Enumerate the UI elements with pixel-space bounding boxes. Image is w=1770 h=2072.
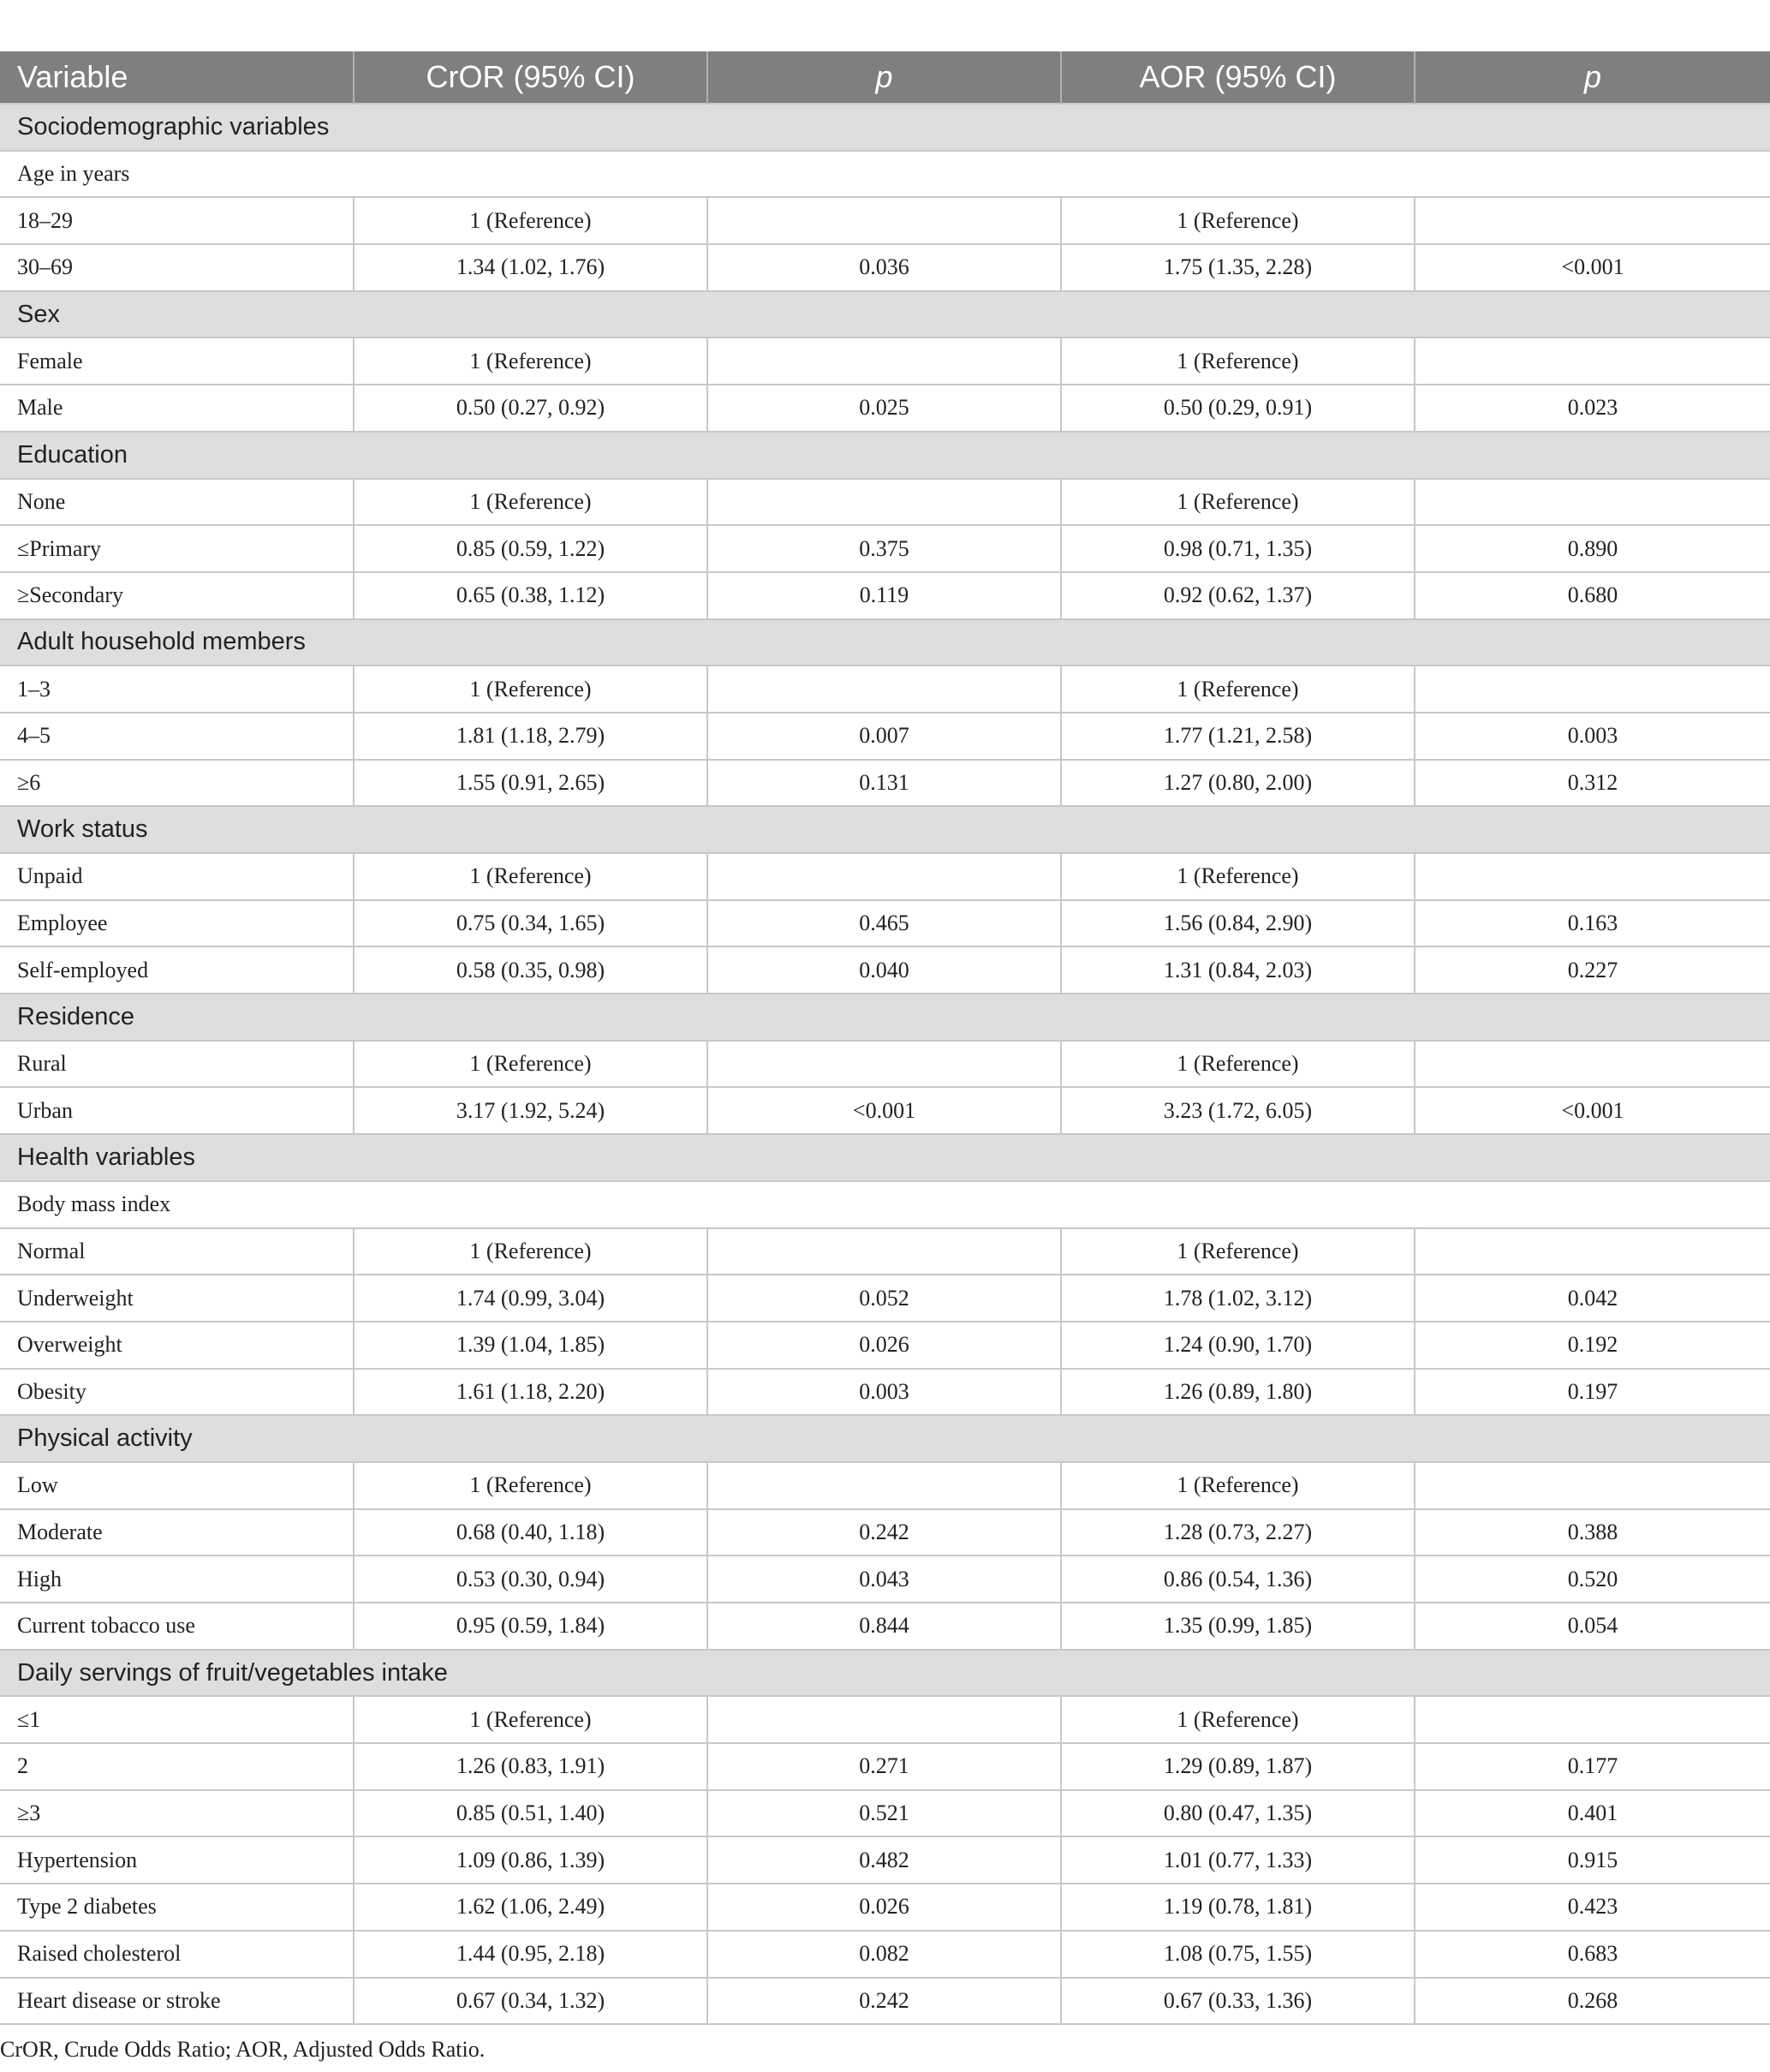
section-label: Residence [0, 994, 1770, 1041]
adjusted-or-cell: 1 (Reference) [1061, 853, 1415, 900]
crude-or-cell: 1.81 (1.18, 2.79) [354, 713, 707, 760]
crude-p-cell [707, 853, 1061, 900]
crude-p-cell [707, 1041, 1061, 1088]
variable-cell: Current tobacco use [0, 1603, 354, 1650]
adjusted-p-cell: <0.001 [1415, 244, 1770, 291]
adjusted-or-cell: 3.23 (1.72, 6.05) [1061, 1087, 1415, 1134]
table-row [0, 572, 1770, 619]
section-label: Education [0, 432, 1770, 479]
variable-cell: ≤Primary [0, 525, 354, 572]
variable-cell: Female [0, 337, 354, 385]
adjusted-p-cell [1415, 853, 1770, 900]
crude-p-cell: 0.375 [707, 525, 1061, 572]
crude-p-cell: 0.521 [707, 1790, 1061, 1837]
adjusted-or-cell: 1.31 (0.84, 2.03) [1061, 946, 1415, 994]
adjusted-or-cell: 1 (Reference) [1061, 1462, 1415, 1509]
adjusted-or-cell: 1.27 (0.80, 2.00) [1061, 760, 1415, 807]
crude-or-cell: 1.62 (1.06, 2.49) [354, 1884, 707, 1931]
subheader-label: Body mass index [0, 1181, 1770, 1228]
section-header-row [0, 1134, 1770, 1181]
variable-cell: 18–29 [0, 197, 354, 244]
adjusted-or-cell: 1 (Reference) [1061, 197, 1415, 244]
crude-p-cell: 0.036 [707, 244, 1061, 291]
header-p-adjusted: p [1415, 51, 1770, 104]
crude-or-cell: 0.65 (0.38, 1.12) [354, 572, 707, 619]
adjusted-or-cell: 1 (Reference) [1061, 479, 1415, 526]
adjusted-p-cell: 0.680 [1415, 572, 1770, 619]
section-header-row [0, 104, 1770, 151]
section-header-row [0, 432, 1770, 479]
adjusted-p-cell: 0.163 [1415, 900, 1770, 947]
table-row [0, 1369, 1770, 1416]
crude-or-cell: 1.09 (0.86, 1.39) [354, 1836, 707, 1884]
crude-or-cell: 1 (Reference) [354, 1041, 707, 1088]
crude-p-cell [707, 197, 1061, 244]
table-row [0, 1041, 1770, 1088]
subheader-row [0, 151, 1770, 198]
table-row [0, 1743, 1770, 1790]
table-row [0, 1696, 1770, 1743]
adjusted-p-cell: 0.312 [1415, 760, 1770, 807]
crude-p-cell: 0.482 [707, 1836, 1061, 1884]
adjusted-or-cell: 0.80 (0.47, 1.35) [1061, 1790, 1415, 1837]
adjusted-or-cell: 0.67 (0.33, 1.36) [1061, 1978, 1415, 2025]
table-row [0, 1555, 1770, 1603]
variable-cell: Moderate [0, 1509, 354, 1556]
table-row [0, 385, 1770, 432]
crude-or-cell: 1.34 (1.02, 1.76) [354, 244, 707, 291]
crude-or-cell: 1.74 (0.99, 3.04) [354, 1275, 707, 1322]
variable-cell: Raised cholesterol [0, 1931, 354, 1978]
table-row [0, 946, 1770, 994]
header-cror: CrOR (95% CI) [354, 51, 707, 104]
adjusted-or-cell: 1.01 (0.77, 1.33) [1061, 1836, 1415, 1884]
crude-or-cell: 1 (Reference) [354, 337, 707, 385]
adjusted-p-cell: 0.520 [1415, 1555, 1770, 1603]
header-p-crude: p [707, 51, 1061, 104]
section-header-row [0, 994, 1770, 1041]
crude-or-cell: 0.75 (0.34, 1.65) [354, 900, 707, 947]
results-table [0, 51, 1770, 2025]
table-row [0, 853, 1770, 900]
table-row [0, 1509, 1770, 1556]
adjusted-p-cell [1415, 1228, 1770, 1275]
table-row [0, 1790, 1770, 1837]
table-row [0, 713, 1770, 760]
adjusted-or-cell: 1 (Reference) [1061, 1696, 1415, 1743]
crude-p-cell: 0.003 [707, 1369, 1061, 1416]
section-label: Sex [0, 291, 1770, 338]
section-header-row [0, 806, 1770, 853]
adjusted-or-cell: 1.08 (0.75, 1.55) [1061, 1931, 1415, 1978]
variable-cell: ≥3 [0, 1790, 354, 1837]
crude-p-cell: 0.052 [707, 1275, 1061, 1322]
adjusted-p-cell: 0.227 [1415, 946, 1770, 994]
variable-cell: ≥Secondary [0, 572, 354, 619]
table-header [0, 51, 1770, 104]
adjusted-or-cell: 1.29 (0.89, 1.87) [1061, 1743, 1415, 1790]
crude-p-cell: 0.242 [707, 1509, 1061, 1556]
crude-or-cell: 1.39 (1.04, 1.85) [354, 1322, 707, 1369]
crude-p-cell [707, 337, 1061, 385]
table-row [0, 760, 1770, 807]
adjusted-p-cell: 0.003 [1415, 713, 1770, 760]
table-row [0, 1836, 1770, 1884]
table-row [0, 1978, 1770, 2025]
adjusted-p-cell [1415, 1041, 1770, 1088]
crude-p-cell: <0.001 [707, 1087, 1061, 1134]
table-row [0, 666, 1770, 713]
header-row [0, 51, 1770, 104]
header-aor: AOR (95% CI) [1061, 51, 1415, 104]
crude-or-cell: 0.58 (0.35, 0.98) [354, 946, 707, 994]
variable-cell: 2 [0, 1743, 354, 1790]
variable-cell: Normal [0, 1228, 354, 1275]
crude-p-cell: 0.131 [707, 760, 1061, 807]
crude-or-cell: 1 (Reference) [354, 1228, 707, 1275]
section-label: Daily servings of fruit/vegetables intake [0, 1650, 1770, 1697]
section-label: Sociodemographic variables [0, 104, 1770, 151]
adjusted-or-cell: 1 (Reference) [1061, 1228, 1415, 1275]
adjusted-p-cell [1415, 337, 1770, 385]
crude-p-cell: 0.465 [707, 900, 1061, 947]
crude-or-cell: 1.44 (0.95, 2.18) [354, 1931, 707, 1978]
adjusted-or-cell: 1.78 (1.02, 3.12) [1061, 1275, 1415, 1322]
adjusted-or-cell: 1 (Reference) [1061, 1041, 1415, 1088]
crude-or-cell: 1.26 (0.83, 1.91) [354, 1743, 707, 1790]
section-label: Physical activity [0, 1415, 1770, 1462]
subheader-row [0, 1181, 1770, 1228]
crude-or-cell: 0.50 (0.27, 0.92) [354, 385, 707, 432]
adjusted-or-cell: 0.92 (0.62, 1.37) [1061, 572, 1415, 619]
adjusted-p-cell: 0.388 [1415, 1509, 1770, 1556]
adjusted-or-cell: 0.98 (0.71, 1.35) [1061, 525, 1415, 572]
adjusted-p-cell: 0.054 [1415, 1603, 1770, 1650]
crude-or-cell: 1 (Reference) [354, 197, 707, 244]
crude-p-cell: 0.242 [707, 1978, 1061, 2025]
table-row [0, 197, 1770, 244]
crude-or-cell: 0.68 (0.40, 1.18) [354, 1509, 707, 1556]
table-row [0, 525, 1770, 572]
variable-cell: Hypertension [0, 1836, 354, 1884]
crude-or-cell: 1.55 (0.91, 2.65) [354, 760, 707, 807]
adjusted-or-cell: 0.50 (0.29, 0.91) [1061, 385, 1415, 432]
variable-cell: Rural [0, 1041, 354, 1088]
crude-or-cell: 1.61 (1.18, 2.20) [354, 1369, 707, 1416]
table-row [0, 337, 1770, 385]
adjusted-p-cell [1415, 479, 1770, 526]
adjusted-p-cell: 0.683 [1415, 1931, 1770, 1978]
crude-p-cell [707, 1696, 1061, 1743]
variable-cell: ≤1 [0, 1696, 354, 1743]
adjusted-p-cell [1415, 197, 1770, 244]
subheader-label: Age in years [0, 151, 1770, 198]
variable-cell: Obesity [0, 1369, 354, 1416]
crude-p-cell: 0.082 [707, 1931, 1061, 1978]
variable-cell: Overweight [0, 1322, 354, 1369]
section-label: Work status [0, 806, 1770, 853]
header-variable: Variable [0, 51, 354, 104]
adjusted-p-cell [1415, 1462, 1770, 1509]
section-label: Health variables [0, 1134, 1770, 1181]
crude-p-cell [707, 479, 1061, 526]
table-row [0, 1462, 1770, 1509]
table-body [0, 104, 1770, 2024]
crude-or-cell: 3.17 (1.92, 5.24) [354, 1087, 707, 1134]
crude-p-cell: 0.026 [707, 1322, 1061, 1369]
crude-p-cell: 0.040 [707, 946, 1061, 994]
adjusted-or-cell: 1.28 (0.73, 2.27) [1061, 1509, 1415, 1556]
table-row [0, 1931, 1770, 1978]
section-label: Adult household members [0, 619, 1770, 666]
crude-or-cell: 1 (Reference) [354, 666, 707, 713]
section-header-row [0, 291, 1770, 338]
section-header-row [0, 1415, 1770, 1462]
table-row [0, 1275, 1770, 1322]
table-row [0, 900, 1770, 947]
crude-p-cell: 0.043 [707, 1555, 1061, 1603]
adjusted-p-cell: 0.401 [1415, 1790, 1770, 1837]
section-header-row [0, 1650, 1770, 1697]
adjusted-or-cell: 1.26 (0.89, 1.80) [1061, 1369, 1415, 1416]
variable-cell: 30–69 [0, 244, 354, 291]
crude-or-cell: 0.85 (0.59, 1.22) [354, 525, 707, 572]
adjusted-p-cell: 0.268 [1415, 1978, 1770, 2025]
adjusted-p-cell: 0.177 [1415, 1743, 1770, 1790]
crude-p-cell [707, 666, 1061, 713]
table-row [0, 479, 1770, 526]
crude-p-cell: 0.271 [707, 1743, 1061, 1790]
crude-or-cell: 1 (Reference) [354, 853, 707, 900]
adjusted-or-cell: 1.75 (1.35, 2.28) [1061, 244, 1415, 291]
variable-cell: Type 2 diabetes [0, 1884, 354, 1931]
adjusted-or-cell: 1.77 (1.21, 2.58) [1061, 713, 1415, 760]
adjusted-p-cell [1415, 666, 1770, 713]
variable-cell: Heart disease or stroke [0, 1978, 354, 2025]
adjusted-p-cell [1415, 1696, 1770, 1743]
table-row [0, 1884, 1770, 1931]
odds-ratio-table [0, 51, 1770, 2025]
crude-p-cell: 0.007 [707, 713, 1061, 760]
variable-cell: High [0, 1555, 354, 1603]
adjusted-or-cell: 1.56 (0.84, 2.90) [1061, 900, 1415, 947]
variable-cell: 1–3 [0, 666, 354, 713]
variable-cell: None [0, 479, 354, 526]
adjusted-p-cell: 0.890 [1415, 525, 1770, 572]
crude-or-cell: 0.53 (0.30, 0.94) [354, 1555, 707, 1603]
table-footnote: CrOR, Crude Odds Ratio; AOR, Adjusted Odds Ratio. [0, 2037, 486, 2062]
table-row [0, 1322, 1770, 1369]
variable-cell: Unpaid [0, 853, 354, 900]
table-row [0, 1228, 1770, 1275]
crude-or-cell: 0.67 (0.34, 1.32) [354, 1978, 707, 2025]
crude-or-cell: 0.95 (0.59, 1.84) [354, 1603, 707, 1650]
section-header-row [0, 619, 1770, 666]
variable-cell: Low [0, 1462, 354, 1509]
adjusted-or-cell: 0.86 (0.54, 1.36) [1061, 1555, 1415, 1603]
crude-or-cell: 1 (Reference) [354, 1696, 707, 1743]
adjusted-p-cell: 0.423 [1415, 1884, 1770, 1931]
crude-p-cell: 0.025 [707, 385, 1061, 432]
crude-or-cell: 1 (Reference) [354, 1462, 707, 1509]
crude-p-cell: 0.026 [707, 1884, 1061, 1931]
table-row [0, 1087, 1770, 1134]
adjusted-p-cell: 0.042 [1415, 1275, 1770, 1322]
crude-p-cell [707, 1228, 1061, 1275]
variable-cell: Urban [0, 1087, 354, 1134]
table-row [0, 1603, 1770, 1650]
crude-p-cell: 0.119 [707, 572, 1061, 619]
adjusted-or-cell: 1 (Reference) [1061, 337, 1415, 385]
crude-p-cell: 0.844 [707, 1603, 1061, 1650]
adjusted-or-cell: 1 (Reference) [1061, 666, 1415, 713]
variable-cell: Male [0, 385, 354, 432]
adjusted-or-cell: 1.19 (0.78, 1.81) [1061, 1884, 1415, 1931]
variable-cell: ≥6 [0, 760, 354, 807]
variable-cell: Underweight [0, 1275, 354, 1322]
adjusted-p-cell: 0.192 [1415, 1322, 1770, 1369]
variable-cell: Self-employed [0, 946, 354, 994]
adjusted-or-cell: 1.24 (0.90, 1.70) [1061, 1322, 1415, 1369]
crude-or-cell: 0.85 (0.51, 1.40) [354, 1790, 707, 1837]
variable-cell: Employee [0, 900, 354, 947]
crude-p-cell [707, 1462, 1061, 1509]
crude-or-cell: 1 (Reference) [354, 479, 707, 526]
adjusted-or-cell: 1.35 (0.99, 1.85) [1061, 1603, 1415, 1650]
adjusted-p-cell: 0.023 [1415, 385, 1770, 432]
adjusted-p-cell: 0.197 [1415, 1369, 1770, 1416]
adjusted-p-cell: <0.001 [1415, 1087, 1770, 1134]
adjusted-p-cell: 0.915 [1415, 1836, 1770, 1884]
variable-cell: 4–5 [0, 713, 354, 760]
table-row [0, 244, 1770, 291]
